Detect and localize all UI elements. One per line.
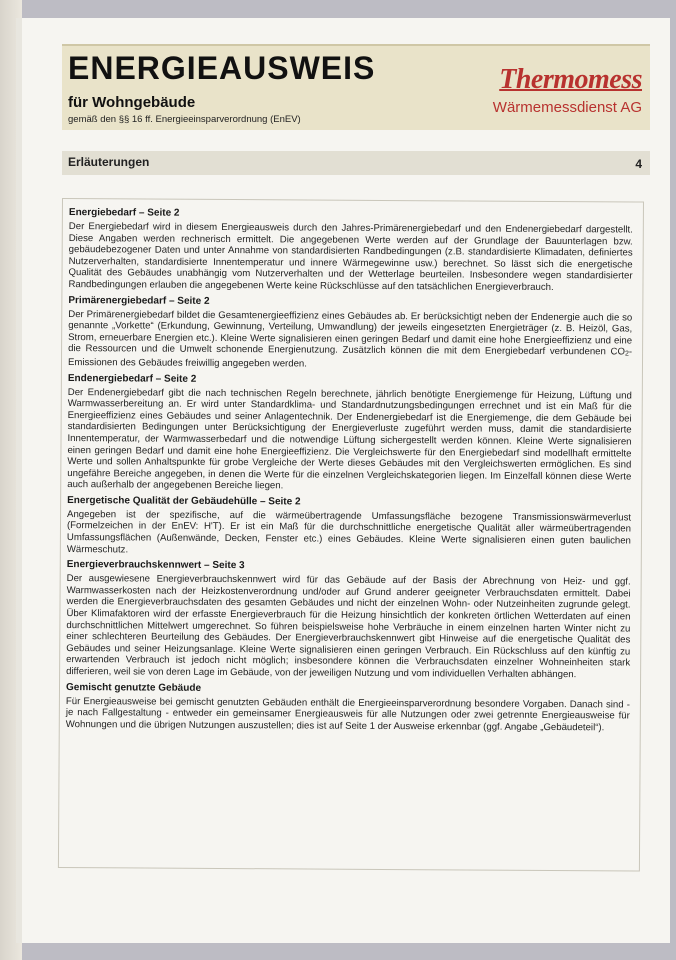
topic-body	[68, 309, 632, 372]
topic-body: Für Energieausweise bei gemischt genutzten Gebäuden enthält die Energieeinsparverordnung besondere Vorgaben. Danach sind - je nach Fallgestaltung - entweder ein gemeinsamer Energieausweis für alle Nutzungen oder zwei getrennte Energieausweise für Wohnungen und die übrigen Nutzungen auszustellen; dies ist auf Seite 1 der Ausweise erkennbar (ggf. Angabe „Gebäudeteil“).	[65, 695, 630, 734]
legal-reference: gemäß den §§ 16 ff. Energieeinsparverordnung (EnEV)	[68, 114, 301, 125]
topic-energiebedarf	[68, 207, 632, 294]
explanations-box	[58, 198, 644, 872]
topic-heading: Primärenergiebedarf – Seite 2	[68, 294, 210, 307]
document-title: ENERGIEAUSWEIS	[68, 50, 376, 86]
topic-body: Der Energiebedarf wird in diesem Energieausweis durch den Jahres-Primärenergiebedarf und den Endenergiebedarf dargestellt. Diese Angaben werden rechnerisch ermittelt. Die angegebenen Werte werden auf der Grundlage der Bauunterlagen bzw. gebäudebezogener Daten und unter Annahme von standardisierten Randbedingungen (z.B. standardisierte Klimadaten, definiertes Nutzerverhalten, standardisierte Innentemperatur und innere Wärmegewinne usw.) berechnet. So lässt sich die energetische Qualität des Gebäudes unabhängig vom Nutzerverhalten und der Wetterlage beurteilen. Insbesondere wegen standardisierter Randbedingungen erlauben die angegebenen Werte keine Rückschlüsse auf den tatsächlichen Energieverbrauch.	[68, 221, 633, 293]
topic-body-text: Der Primärenergiebedarf bildet die Gesamtenergieeffizienz eines Gebäudes ab. Er berücksichtigt neben der Endenergie auch die so genannte „Vorkette“ (Erkundung, Gewinnung, Verteilung, Umwandlung) der jeweils eingesetzten Energieträger (z. B. Heizöl, Gas, Strom, erneuerbare Energien etc.). Kleine Werte signalisieren einen geringen Bedarf und damit eine hohe Energieeffizienz und eine die Ressourcen und die Umwelt schonende Energienutzung. Zusätzlich können die mit dem Energiebedarf verbundenen CO	[68, 308, 633, 358]
document-page	[22, 18, 670, 943]
topic-heading: Energiebedarf – Seite 2	[68, 207, 180, 219]
topic-endenergiebedarf	[67, 373, 632, 495]
topic-energieverbrauchskennwert	[66, 559, 631, 681]
section-title: Erläuterungen	[68, 155, 150, 169]
topic-gebaeudehuelle	[67, 495, 631, 559]
page-number: 4	[635, 157, 642, 171]
company-logo: Thermomess	[499, 64, 642, 95]
page-edge	[0, 0, 22, 960]
section-header	[62, 151, 650, 175]
topic-heading: Endenergiebedarf – Seite 2	[67, 372, 197, 385]
topic-heading: Energieverbrauchskennwert – Seite 3	[66, 559, 245, 572]
subscript: 2	[624, 350, 629, 358]
topic-gemischt-genutzt	[66, 682, 630, 734]
document-header	[62, 44, 650, 130]
topic-body-text: -Emissionen des Gebäudes freiwillig angegeben werden.	[67, 346, 633, 370]
topic-body: Der Endenergiebedarf gibt die nach technischen Regeln berechnete, jährlich benötigte Energiemenge für Heizung, Lüftung und Warmwasserbereitung an. Er wird unter Standardklima- und Standardnutzungsbedingungen errechnet und ist ein Maß für die Energieeffizienz eines Gebäudes und seiner Anlagentechnik. Der Endenergiebedarf ist die Energiemenge, die dem Gebäude bei standardisierten Bedingungen unter Berücksichtigung der Energieverluste zugeführt werden muss, damit die standardisierte Innentemperatur, der Warmwasserbedarf und die notwendige Lüftung sichergestellt werden können. Kleine Werte signalisieren einen geringen Bedarf und damit eine hohe Energieeffizienz. Die Vergleichswerte für den Energiebedarf sind modellhaft ermittelte Werte und sollen Anhaltspunkte für grobe Vergleiche der Werte dieses Gebäudes mit den Vergleichswerten ermöglichen. Es sind ungefähre Bereiche angegeben, in denen die Werte für die einzelnen Vergleichskategorien liegen. Im Einzelfall können diese Werte auch außerhalb der angegebenen Bereiche liegen.	[67, 386, 632, 492]
topic-heading: Energetische Qualität der Gebäudehülle – Seite 2	[67, 494, 301, 508]
company-subtitle: Wärmemessdienst AG	[492, 99, 642, 116]
document-subtitle: für Wohngebäude	[68, 94, 196, 111]
topic-body: Der ausgewiesene Energieverbrauchskennwert wird für das Gebäude auf der Basis der Abrechnung von Heiz- und ggf. Warmwasserkosten nach der Heizkostenverordnung und/oder auf Grund anderer geeigneter Verbrauchsdaten ermittelt. Dabei werden die Energieverbrauchsdaten des gesamten Gebäudes und nicht der einzelnen Wohn- oder Nutzeinheiten zugrunde gelegt. Über Klimafaktoren wird der erfasste Energieverbrauch für die Heizung hinsichtlich der konkreten örtlichen Wetterdaten auf einen durchschnittlichen Mittelwert umgerechnet. So führen beispielsweise hohe Verbräuche in einem einzelnen harten Winter nicht zu einer schlechteren Beurteilung des Gebäudes. Der Energieverbrauchskennwert gibt Hinweise auf die energetische Qualität des Gebäudes und seiner Heizungsanlage. Kleine Werte signalisieren einen geringen Verbrauch. Ein Rückschluss auf den künftig zu erwartenden Verbrauch ist jedoch nicht möglich; insbesondere können die Verbrauchsdaten einzelner Wohneinheiten stark differieren, weil sie von deren Lage im Gebäude, von der jeweiligen Nutzung und vom individuellen Verhalten abhängen.	[66, 573, 631, 681]
topic-heading: Gemischt genutzte Gebäude	[65, 681, 202, 694]
topic-body: Angegeben ist der spezifische, auf die wärmeübertragende Umfassungsfläche bezogene Transmissionswärmeverlust (Formelzeichen in der EnEV: H'T). Er ist ein Maß für die durchschnittliche energetische Qualität aller wärmeübertragenden Umfassungsflächen (Außenwände, Decken, Fenster etc.) eines Gebäudes. Kleine Werte signalisieren einen guten baulichen Wärmeschutz.	[66, 508, 632, 556]
topic-primaerenergiebedarf	[68, 295, 632, 372]
